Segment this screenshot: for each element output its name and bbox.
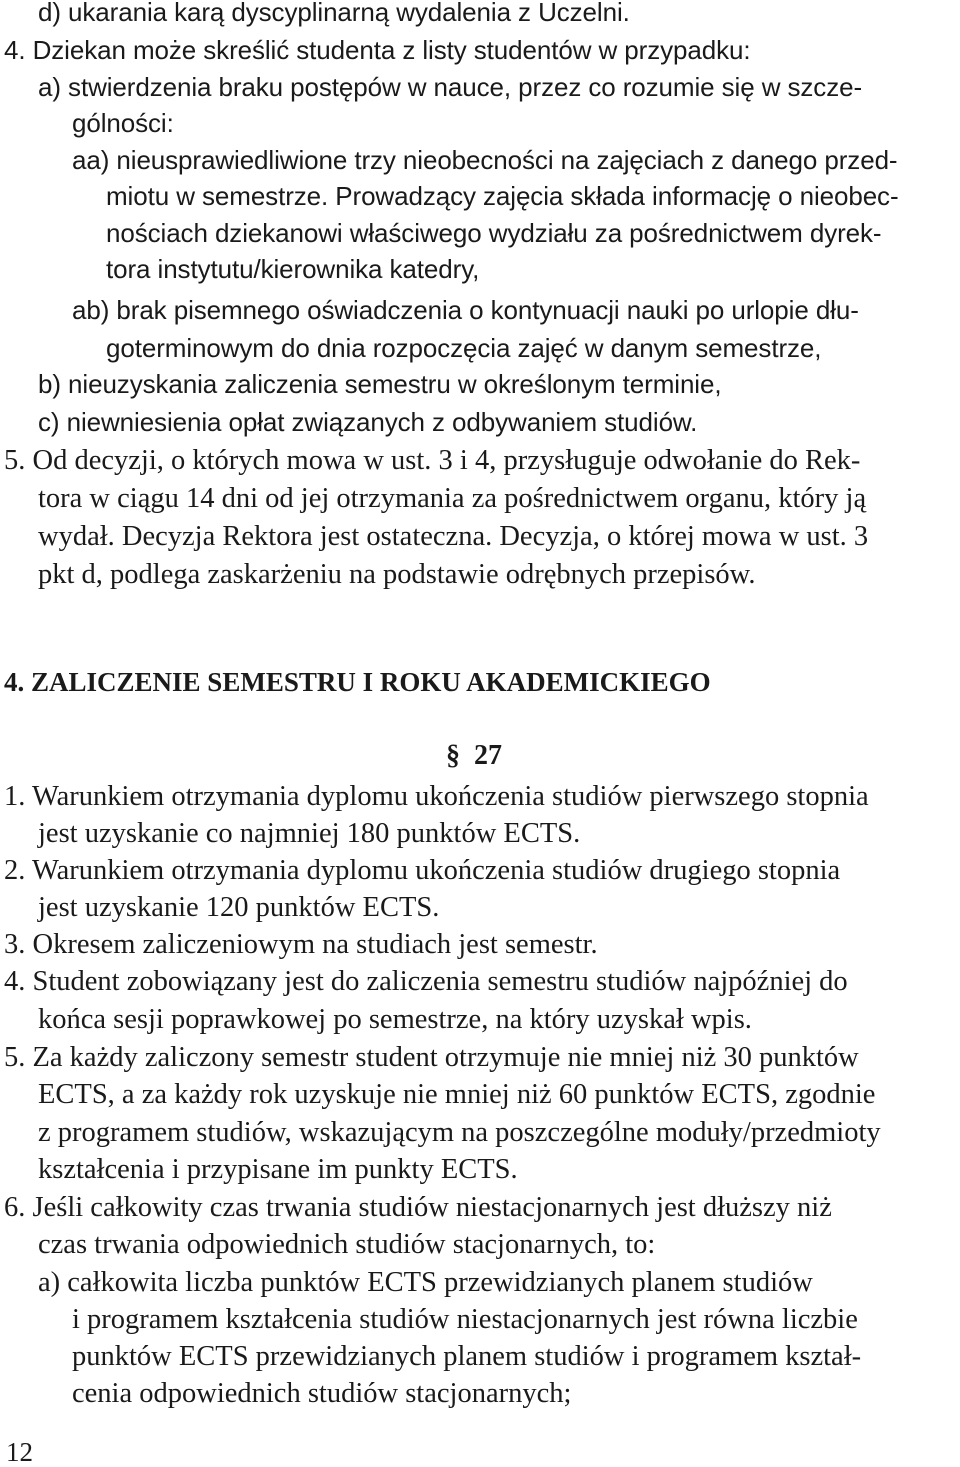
text-line: miotu w semestrze. Prowadzący zajęcia składa informację o nieobec-	[106, 181, 899, 211]
text-line: 5. Od decyzji, o których mowa w ust. 3 i 4, przysługuje odwołanie do Rek-	[4, 445, 861, 476]
text-line: aa) nieusprawiedliwione trzy nieobecności na zajęciach z danego przed-	[72, 145, 898, 175]
text-line: a) stwierdzenia braku postępów w nauce, przez co rozumie się w szcze-	[38, 72, 863, 102]
text-line: kształcenia i przypisane im punkty ECTS.	[38, 1154, 518, 1185]
text-line: a) całkowita liczba punktów ECTS przewidzianych planem studiów	[38, 1267, 813, 1298]
text-line: ab) brak pisemnego oświadczenia o kontynuacji nauki po urlopie dłu-	[72, 295, 859, 325]
text-line: gólności:	[72, 108, 174, 138]
page-number: 12	[6, 1437, 33, 1467]
chapter-heading: 4. ZALICZENIE SEMESTRU I ROKU AKADEMICKIEGO	[4, 667, 711, 697]
text-line: nościach dziekanowi właściwego wydziału za pośrednictwem dyrek-	[106, 218, 882, 248]
text-line: b) nieuzyskania zaliczenia semestru w określonym terminie,	[38, 369, 722, 399]
text-line: c) niewniesienia opłat związanych z odbywaniem studiów.	[38, 407, 698, 437]
text-line: cenia odpowiednich studiów stacjonarnych;	[72, 1378, 572, 1409]
text-line: i programem kształcenia studiów niestacjonarnych jest równa liczbie	[72, 1304, 858, 1335]
text-line: tora instytutu/kierownika katedry,	[106, 254, 480, 284]
text-line: wydał. Decyzja Rektora jest ostateczna. Decyzja, o której mowa w ust. 3	[38, 521, 869, 552]
text-line: goterminowym do dnia rozpoczęcia zajęć w danym semestrze,	[106, 333, 822, 363]
paragraph-marker	[446, 738, 502, 774]
text-line: czas trwania odpowiednich studiów stacjonarnych, to:	[38, 1229, 656, 1260]
text-line: 5. Za każdy zaliczony semestr student otrzymuje nie mniej niż 30 punktów	[4, 1042, 859, 1073]
text-line: z programem studiów, wskazującym na poszczególne moduły/przedmioty	[38, 1117, 881, 1148]
paragraph-number: 27	[474, 740, 502, 771]
text-line: jest uzyskanie 120 punktów ECTS.	[38, 892, 440, 923]
text-line: 4. Dziekan może skreślić studenta z listy studentów w przypadku:	[4, 35, 751, 65]
text-line: ECTS, a za każdy rok uzyskuje nie mniej niż 60 punktów ECTS, zgodnie	[38, 1079, 876, 1110]
text-line: 6. Jeśli całkowity czas trwania studiów niestacjonarnych jest dłuższy niż	[4, 1192, 832, 1223]
text-line: 3. Okresem zaliczeniowym na studiach jest semestr.	[4, 929, 598, 960]
text-line: 2. Warunkiem otrzymania dyplomu ukończenia studiów drugiego stopnia	[4, 855, 841, 886]
text-line: końca sesji poprawkowej po semestrze, na który uzyskał wpis.	[38, 1004, 752, 1035]
text-line: 4. Student zobowiązany jest do zaliczenia semestru studiów najpóźniej do	[4, 966, 848, 997]
section-sign: §	[446, 740, 460, 771]
text-line: tora w ciągu 14 dni od jej otrzymania za pośrednictwem organu, który ją	[38, 483, 867, 514]
text-line: punktów ECTS przewidzianych planem studiów i programem kształ-	[72, 1341, 862, 1372]
text-line: 1. Warunkiem otrzymania dyplomu ukończenia studiów pierwszego stopnia	[4, 781, 869, 812]
text-line: jest uzyskanie co najmniej 180 punktów ECTS.	[38, 818, 581, 849]
text-line: pkt d, podlega zaskarżeniu na podstawie odrębnych przepisów.	[38, 559, 756, 590]
text-line: d) ukarania karą dyscyplinarną wydalenia z Uczelni.	[38, 0, 630, 27]
